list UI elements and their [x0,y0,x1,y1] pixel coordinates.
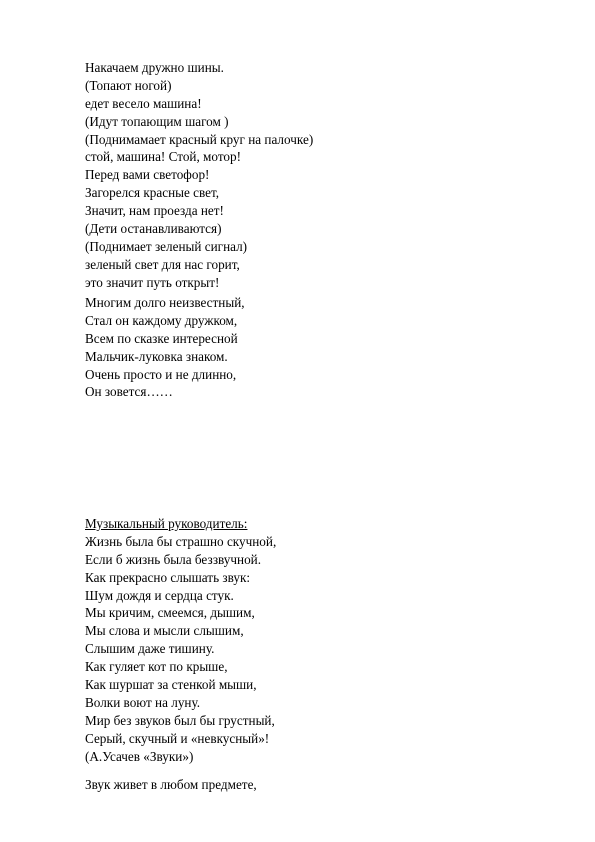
text-line: Если б жизнь была беззвучной. [85,551,262,567]
riddle-block [85,294,545,401]
text-line: Он зовется…… [85,384,173,400]
text-line: Как шуршат за стенкой мыши, [85,677,257,693]
text-line: это значит путь открыт! [85,274,220,290]
text-line: Многим долго неизвестный, [85,295,245,310]
text-line: Стал он каждому дружком, [85,312,238,328]
text-line: Перед вами светофор! [85,167,210,183]
text-line: Мы кричим, смеемся, дышим, [85,605,255,621]
text-line: едет весело машина! [85,95,202,111]
text-line: Мальчик-луковка знаком. [85,348,228,364]
text-line: Серый, скучный и «невкусный»! [85,730,270,746]
text-line: стой, машина! Стой, мотор! [85,149,241,165]
text-line: Слышим даже тишину. [85,641,215,657]
text-line: Накачаем дружно шины. [85,60,224,75]
section-heading: Музыкальный руководитель: [85,516,248,531]
text-line: Волки воют на луну. [85,694,201,710]
text-line: Как гуляет кот по крыше, [85,659,228,675]
text-line: (Поднимает зеленый сигнал) [85,238,248,254]
text-line: Значит, нам проезда нет! [85,203,224,219]
closing-line-block [85,776,545,794]
poem-traffic-light [85,59,545,292]
text-line: Очень просто и не длинно, [85,366,237,382]
text-line: (Дети останавливаются) [85,221,222,237]
text-line: Жизнь была бы страшно скучной, [85,533,277,549]
text-line: (Идут топающим шагом ) [85,113,229,129]
text-line: Звук живет в любом предмете, [85,777,257,792]
text-line: Как прекрасно слышать звук: [85,569,251,585]
music-director-poem [85,515,545,765]
text-line: (А.Усачев «Звуки») [85,748,194,764]
text-line: Мы слова и мысли слышим, [85,623,244,639]
text-line: зеленый свет для нас горит, [85,256,240,272]
text-line: (Поднимамает красный круг на палочке) [85,131,314,147]
text-line: Всем по сказке интересной [85,330,238,346]
text-line: (Топают ногой) [85,77,172,93]
text-line: Загорелся красные свет, [85,185,220,201]
text-line: Шум дождя и сердца стук. [85,587,234,603]
text-line: Мир без звуков был бы грустный, [85,712,275,728]
